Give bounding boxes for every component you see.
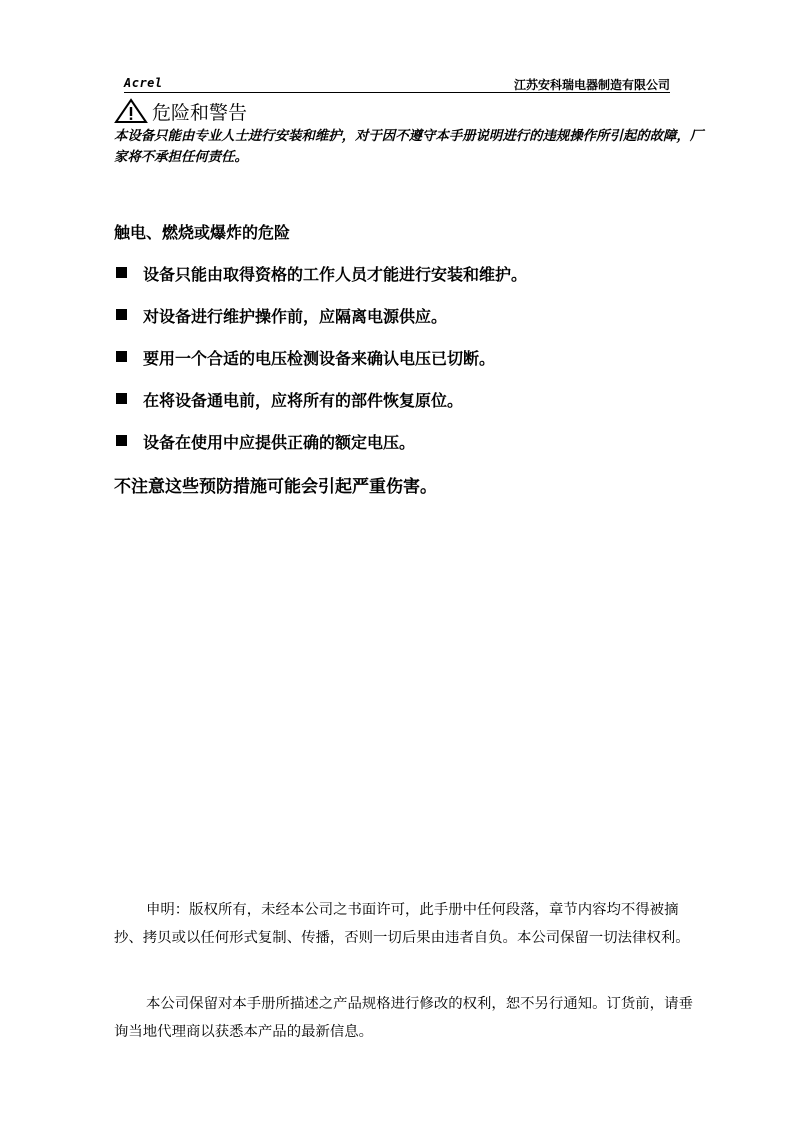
bullet-square-icon (116, 351, 127, 362)
list-item (114, 304, 527, 346)
warning-notice: 本设备只能由专业人士进行安装和维护，对于因不遵守本手册说明进行的违规操作所引起的故障，厂家将不承担任何责任。 (114, 129, 704, 165)
list-item-text: 对设备进行维护操作前，应隔离电源供应。 (143, 307, 448, 326)
list-item-text: 要用一个合适的电压检测设备来确认电压已切断。 (143, 349, 496, 368)
list-item-text: 设备只能由取得资格的工作人员才能进行安装和维护。 (143, 265, 528, 284)
warning-triangle-icon (114, 98, 148, 124)
copyright-declaration: 申明：版权所有，未经本公司之书面许可，此手册中任何段落，章节内容均不得被摘抄、拷贝或以任何形式复制、传播，否则一切后果由违者自负。本公司保留一切法律权利。 (114, 902, 690, 946)
bullet-square-icon (116, 267, 127, 278)
bullet-square-icon (116, 309, 127, 320)
hazard-title: 触电、燃烧或爆炸的危险 (114, 223, 291, 242)
warning-heading (114, 99, 247, 123)
bullet-square-icon (116, 393, 127, 404)
company-name: 江苏安科瑞电器制造有限公司 (513, 78, 670, 92)
hazard-closing: 不注意这些预防措施可能会引起严重伤害。 (114, 477, 437, 497)
brand-name: Acrel (124, 76, 163, 90)
list-item (114, 346, 527, 388)
list-item (114, 430, 527, 472)
list-item-text: 设备在使用中应提供正确的额定电压。 (143, 433, 416, 452)
modification-notice: 本公司保留对本手册所描述之产品规格进行修改的权利，恕不另行通知。订货前，请垂询当地代理商以获悉本产品的最新信息。 (114, 996, 693, 1040)
list-item-text: 在将设备通电前，应将所有的部件恢复原位。 (143, 391, 464, 410)
warning-title: 危险和警告 (152, 101, 248, 124)
page-header (124, 76, 670, 93)
hazard-list (114, 262, 527, 472)
list-item (114, 262, 527, 304)
list-item (114, 388, 527, 430)
bullet-square-icon (116, 435, 127, 446)
